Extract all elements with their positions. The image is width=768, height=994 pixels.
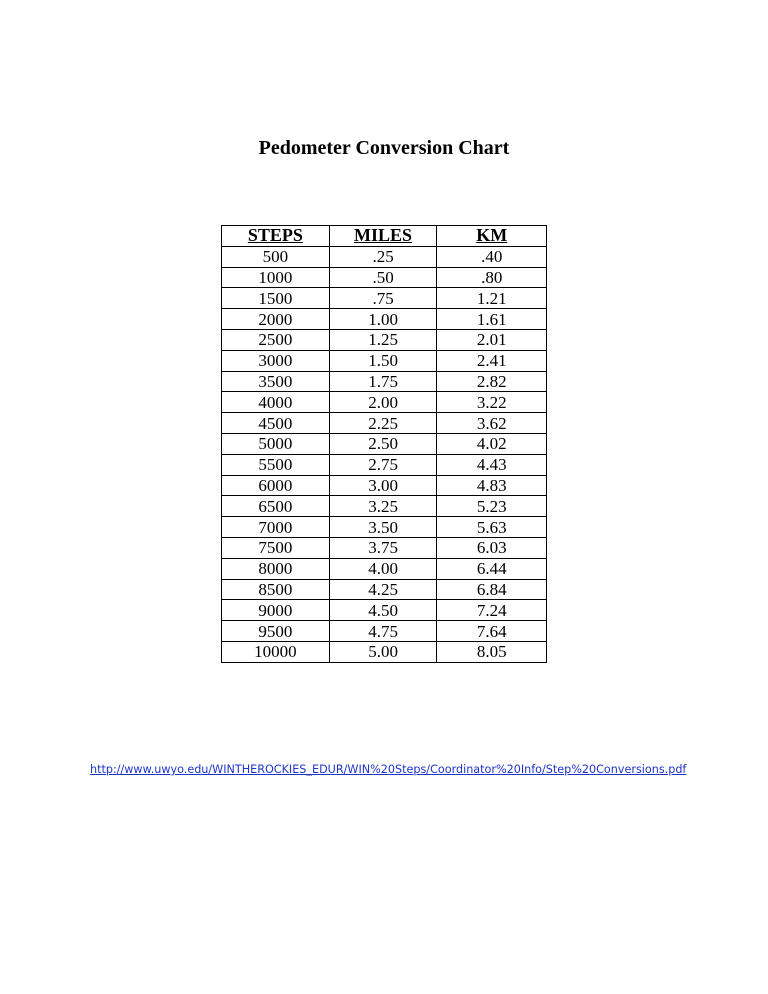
cell-km: 3.22: [437, 392, 547, 413]
table-row: [222, 558, 547, 579]
cell-steps: 2500: [222, 329, 330, 350]
table-row: [222, 517, 547, 538]
header-steps: STEPS: [222, 226, 330, 247]
cell-km: 8.05: [437, 641, 547, 662]
cell-km: 2.41: [437, 350, 547, 371]
cell-km: 6.44: [437, 558, 547, 579]
table-row: [222, 433, 547, 454]
cell-miles: 4.50: [329, 600, 437, 621]
cell-miles: 3.25: [329, 496, 437, 517]
cell-miles: 2.00: [329, 392, 437, 413]
cell-miles: 1.75: [329, 371, 437, 392]
table-row: [222, 329, 547, 350]
cell-miles: .50: [329, 267, 437, 288]
cell-miles: 3.00: [329, 475, 437, 496]
cell-miles: 4.75: [329, 621, 437, 642]
table-row: [222, 600, 547, 621]
cell-steps: 5500: [222, 454, 330, 475]
conversion-table: [221, 225, 547, 663]
cell-km: 7.24: [437, 600, 547, 621]
cell-km: 5.23: [437, 496, 547, 517]
cell-steps: 6500: [222, 496, 330, 517]
cell-steps: 3500: [222, 371, 330, 392]
table-row: [222, 537, 547, 558]
table-row: [222, 267, 547, 288]
table-row: [222, 496, 547, 517]
cell-miles: 5.00: [329, 641, 437, 662]
cell-km: .80: [437, 267, 547, 288]
cell-steps: 4000: [222, 392, 330, 413]
cell-steps: 8000: [222, 558, 330, 579]
cell-steps: 1500: [222, 288, 330, 309]
table-header-row: [222, 226, 547, 247]
table-row: [222, 475, 547, 496]
cell-km: .40: [437, 246, 547, 267]
table-row: [222, 350, 547, 371]
cell-steps: 7000: [222, 517, 330, 538]
cell-steps: 8500: [222, 579, 330, 600]
cell-steps: 7500: [222, 537, 330, 558]
cell-miles: 3.50: [329, 517, 437, 538]
cell-steps: 9500: [222, 621, 330, 642]
cell-miles: 3.75: [329, 537, 437, 558]
cell-km: 2.82: [437, 371, 547, 392]
table-row: [222, 288, 547, 309]
cell-km: 1.61: [437, 309, 547, 330]
cell-steps: 1000: [222, 267, 330, 288]
cell-miles: 1.25: [329, 329, 437, 350]
cell-km: 6.03: [437, 537, 547, 558]
cell-km: 1.21: [437, 288, 547, 309]
table-row: [222, 371, 547, 392]
table-row: [222, 621, 547, 642]
cell-km: 3.62: [437, 413, 547, 434]
header-km: KM: [437, 226, 547, 247]
cell-miles: .75: [329, 288, 437, 309]
cell-miles: 4.00: [329, 558, 437, 579]
cell-miles: 1.00: [329, 309, 437, 330]
cell-steps: 9000: [222, 600, 330, 621]
cell-km: 7.64: [437, 621, 547, 642]
cell-steps: 5000: [222, 433, 330, 454]
header-miles: MILES: [329, 226, 437, 247]
cell-miles: 2.25: [329, 413, 437, 434]
cell-miles: 1.50: [329, 350, 437, 371]
cell-km: 2.01: [437, 329, 547, 350]
cell-steps: 10000: [222, 641, 330, 662]
cell-miles: .25: [329, 246, 437, 267]
table-row: [222, 309, 547, 330]
cell-steps: 2000: [222, 309, 330, 330]
table-row: [222, 413, 547, 434]
cell-steps: 3000: [222, 350, 330, 371]
cell-steps: 6000: [222, 475, 330, 496]
table-row: [222, 579, 547, 600]
table-row: [222, 454, 547, 475]
cell-km: 4.43: [437, 454, 547, 475]
cell-steps: 500: [222, 246, 330, 267]
cell-km: 6.84: [437, 579, 547, 600]
source-link[interactable]: http://www.uwyo.edu/WINTHEROCKIES_EDUR/WIN%20Steps/Coordinator%20Info/Step%20Conversions.pdf: [90, 763, 687, 776]
cell-miles: 2.75: [329, 454, 437, 475]
table-row: [222, 392, 547, 413]
cell-miles: 4.25: [329, 579, 437, 600]
page-title: Pedometer Conversion Chart: [258, 137, 510, 159]
table-row: [222, 246, 547, 267]
cell-km: 4.02: [437, 433, 547, 454]
cell-km: 4.83: [437, 475, 547, 496]
cell-miles: 2.50: [329, 433, 437, 454]
cell-steps: 4500: [222, 413, 330, 434]
table-row: [222, 641, 547, 662]
cell-km: 5.63: [437, 517, 547, 538]
